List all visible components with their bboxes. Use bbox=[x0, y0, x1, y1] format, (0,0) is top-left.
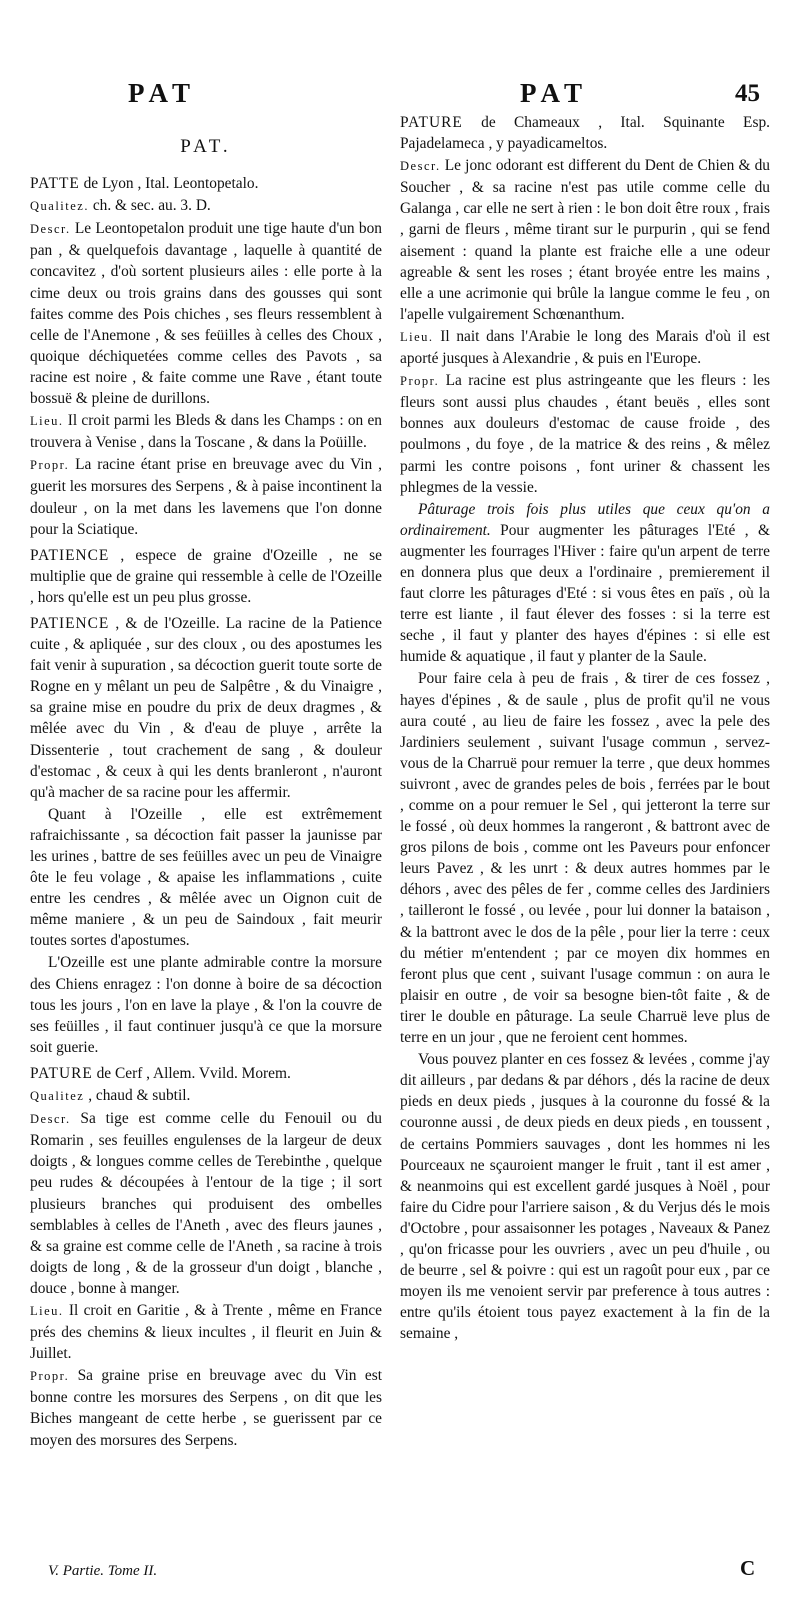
page-number: 45 bbox=[735, 80, 760, 107]
entry-label: Propr. bbox=[400, 374, 440, 389]
entry-text: Quant à l'Ozeille , elle est extrêmement rafraichissante , sa décoction fait passer la jaunisse par les urines , battre de ses feüilles avec un peu de Vinaigre ôte le feu volage , & apaise les inflammations , cuite entre les cendres , & mêlée avec un Oignon cuit de même maniere , & un peu de Saindoux , fait meurir toutes sortes d'apostumes. bbox=[30, 805, 382, 950]
entry-paragraph bbox=[30, 545, 382, 608]
entry-paragraph bbox=[30, 173, 382, 194]
entry-term: PATURE bbox=[400, 114, 463, 131]
entry-text: Pour augmenter les pâturages l'Eté , & augmenter les fourrages l'Hiver : faire qu'un arpent de terre en donnera plus que deux a l'ordinaire , premierement il faut clorre les pâturages d'Eté : si vous êtes en païs , où la terre est liante , il faut élever des fosses : si la terre est seche , il faut y planter des hayes d'épines : si elle est humide & aquatique , il faut y planter de la Saule. bbox=[400, 521, 770, 666]
right-running-head: PAT bbox=[520, 78, 588, 108]
entry-paragraph bbox=[30, 218, 382, 409]
entry-paragraph bbox=[400, 499, 770, 668]
entry-paragraph bbox=[400, 370, 770, 498]
entry-paragraph bbox=[30, 454, 382, 539]
entry-text: Pour faire cela à peu de frais , & tirer de ces fossez , hayes d'épines , & de saule , plus de profit qu'il ne vous aura couté , au lieu de faire les fossez , avec la pele des Jardiniers seulement , suivant l'usage commun , servez-vous de la Charruë pour remuer la terre , que deux hommes suivront , avec de grandes peles de bois , ferrées par le bout , comme on a pour remuer le Sel , qui jetteront la terre sur le fossé , où deux hommes la rangeront , & battront avec de gros pilons de bois , comme ont les Paveurs pour enfoncer leurs Pavez , & les unrt : & deux autres hommes par le déhors , avec des pêles de fer , comme celles des Jardiniers , tailleront le fossé , ou levée , pour lui donner la bataison , & la battront avec le dos de la pêle , pour lier la terre : ceux du métier m'entendent ; par ce moyen dix hommes en feront plus que cent , suivant l'usage commun : on aura le plaisir en outre , de voir sa besogne bien-tôt faite , & de tirer le double en pâturage. La seule Charruë leve plus de terre en un jour , que ne feroient cent hommes. bbox=[400, 670, 770, 1047]
entry-paragraph bbox=[400, 668, 770, 1048]
entry-text: Le Leontopetalon produit une tige haute d'un bon pan , & quelquefois davantage , laquelle à quantité de concavitez , d'où sortent plusieurs ailes : elle porte à la cime deux ou trois grains dans des gousses qui sont faites comme des Pois chiches , ses fleurs ressemblent à celle de l'Anemone , & ses feüilles à celles des Choux , quoique déchiquetées comme celles des Pavots , sa racine est noire , & faite comme une Rave , étant toute bossuë & pleine de durillons. bbox=[30, 220, 382, 408]
left-entries bbox=[30, 173, 382, 1451]
signature-mark: C bbox=[740, 1556, 756, 1580]
entry-text: Vous pouvez planter en ces fossez & levées , comme j'ay dit ailleurs , par dedans & par déhors , dés la racine de deux pieds en deux pieds , jusques à la couronne du fossé & la couronne aussi , de deux pieds en deux pieds , en toussent , de certains Pommiers sauvages , dont les hommes ni les Pourceaux ne sçauroient manger le fruit , tant il est amer , & neanmoins qui est excellent gardé jusques à Noël , pour faire du Cidre pour l'arriere saison , & du Verjus dés le mois d'Octobre , pour assaisonner les potages , Naveaux & Panez , qu'on fricasse pour les ouvriers , avec un peu d'huile , ou de beurre , sel & poivre : qui est un ragoût pour eux , par ce moyen ils me venoient servir par preference à tous autres : entre qu'ils étoient tous payez exactement à la fin de la semaine , bbox=[400, 1051, 770, 1343]
entry-label: Lieu. bbox=[30, 1303, 64, 1318]
entry-text: La racine étant prise en breuvage avec du Vin , guerit les morsures des Serpens , & à paise incontinent la douleur , on la met dans les lavemens que l'on donne pour la Sciatique. bbox=[30, 456, 382, 538]
entry-label: Propr. bbox=[30, 458, 70, 473]
entry-paragraph bbox=[30, 1063, 382, 1084]
entry-text: Sa graine prise en breuvage avec du Vin est bonne contre les morsures des Serpens , on dit que les Biches mangeant de cette herbe , se guerissent par ce moyen des morsures des Serpens. bbox=[30, 1367, 382, 1449]
entry-paragraph bbox=[30, 952, 382, 1057]
entry-term: PATTE bbox=[30, 175, 80, 193]
entry-text: Il nait dans l'Arabie le long des Marais d'où il est aporté jusques à Alexandrie , & puis en l'Europe. bbox=[400, 327, 770, 368]
entry-paragraph bbox=[30, 1365, 382, 1450]
entry-paragraph bbox=[30, 1108, 382, 1299]
right-entries bbox=[400, 112, 770, 1344]
entry-text: de Chameaux , Ital. Squinante Esp. Pajadelameca , y payadicameltos. bbox=[400, 114, 770, 153]
entry-label: Descr. bbox=[30, 1112, 71, 1127]
entry-text: Le jonc odorant est different du Dent de Chien & du Soucher , & sa racine n'est pas utile comme celle du Galanga , car elle ne sert à rien : le bon doit être roux , frais , garni de fleurs , même tirant sur le purpurin , qui se fend aisement : quand la plante est fraiche elle a une odeur agreable & sent les roses ; étant broyée entre les mains , elle a une acrimonie qui brûle la langue comme le feu , on l'apelle vulgairement Schœnanthum. bbox=[400, 157, 770, 323]
entry-italic-lead: Pâturage trois fois plus utiles que ceux qu'on a ordinairement. bbox=[400, 500, 770, 539]
entry-text: de Lyon , Ital. Leontopetalo. bbox=[79, 175, 259, 193]
entry-text: La racine est plus astringeante que les fleurs : les fleurs sont aussi plus chaudes , étant beuës , elles sont bonnes aux douleurs d'estomac de cause froide , des poulmons , du foye , de la matrice & des reins , & mêlez parmi les contre poisons , font uriner & chassent les phlegmes de la vessie. bbox=[400, 372, 770, 496]
entry-text: L'Ozeille est une plante admirable contre la morsure des Chiens enragez : l'on donne à boire de sa décoction tous les jours , l'on en lave la playe , & l'on la couvre de ses feüilles , il faut continuer jusqu'à ce que la morsure soit guerie. bbox=[30, 954, 382, 1056]
entry-paragraph bbox=[400, 326, 770, 369]
entry-label: Lieu. bbox=[400, 329, 434, 344]
volume-note: V. Partie. Tome II. bbox=[48, 1563, 158, 1579]
section-heading: PAT. bbox=[180, 136, 232, 157]
entry-paragraph bbox=[30, 195, 382, 217]
entry-text: Sa tige est comme celle du Fenouil ou du Romarin , ses feuilles engulenses de la largeur de deux doigts , & longues comme celles de Terebinthe , quelque peu rudes & découpées à l'entour de la tige ; il sort plusieurs branches qui produisent des ombelles semblables à celles de l'Aneth , avec des fleurs jaunes , & sa graine est comme celle de l'Aneth , sa racine à trois doigts de long , & de la grosseur d'un doigt , blanche , douce , bonne à manger. bbox=[30, 1110, 382, 1297]
entry-term: PATIENCE bbox=[30, 614, 110, 632]
entry-text: , & de l'Ozeille. La racine de la Patience cuite , & apliquée , sur des cloux , ou des apostumes les fait venir à supuration , sa décoction guerit toute sorte de Rogne en y mêlant un peu de Salpêtre , & du Vinaigre , sa graine mise en poudre du prix de deux dragmes , & mêlée avec du Vin , & d'eau de pluye , arrête la Dissenterie , tout crachement de sang , & douleur d'estomac , & ceux à qui les dents branleront , n'auront qu'à macher de sa racine pour les affermir. bbox=[30, 614, 382, 801]
entry-paragraph bbox=[30, 1300, 382, 1364]
entry-paragraph bbox=[30, 410, 382, 453]
entry-text: de Cerf , Allem. Vvild. Morem. bbox=[92, 1064, 291, 1082]
entry-paragraph bbox=[400, 155, 770, 325]
entry-label: Qualitez bbox=[30, 1089, 85, 1104]
entry-text: ch. & sec. au. 3. D. bbox=[88, 197, 211, 215]
left-running-head: PAT bbox=[128, 78, 196, 108]
entry-paragraph bbox=[30, 613, 382, 803]
entry-label: Descr. bbox=[30, 222, 71, 237]
entry-text: , chaud & subtil. bbox=[84, 1087, 191, 1105]
left-column bbox=[30, 130, 382, 1452]
entry-term: PATURE bbox=[30, 1064, 93, 1082]
entry-text: Il croit en Garitie , & à Trente , même en France prés des chemins & lieux incultes , il fleurit en Juin & Juillet. bbox=[30, 1301, 382, 1363]
entry-label: Lieu. bbox=[30, 414, 64, 429]
entry-term: PATIENCE bbox=[30, 546, 110, 564]
entry-paragraph bbox=[30, 804, 382, 952]
entry-text: , espece de graine d'Ozeille , ne se multiplie que de graine qui ressemble à celle de l'Ozeille , hors qu'elle est un peu plus grosse. bbox=[30, 546, 382, 606]
entry-paragraph bbox=[30, 1085, 382, 1107]
right-column bbox=[400, 107, 770, 1345]
entry-label: Propr. bbox=[30, 1369, 70, 1384]
entry-paragraph bbox=[400, 112, 770, 154]
entry-label: Descr. bbox=[400, 159, 441, 174]
entry-label: Qualitez. bbox=[30, 199, 89, 214]
entry-paragraph bbox=[400, 1049, 770, 1344]
entry-text: Il croit parmi les Bleds & dans les Champs : on en trouvera à Venise , dans la Toscane , & dans la Poüille. bbox=[30, 412, 382, 452]
